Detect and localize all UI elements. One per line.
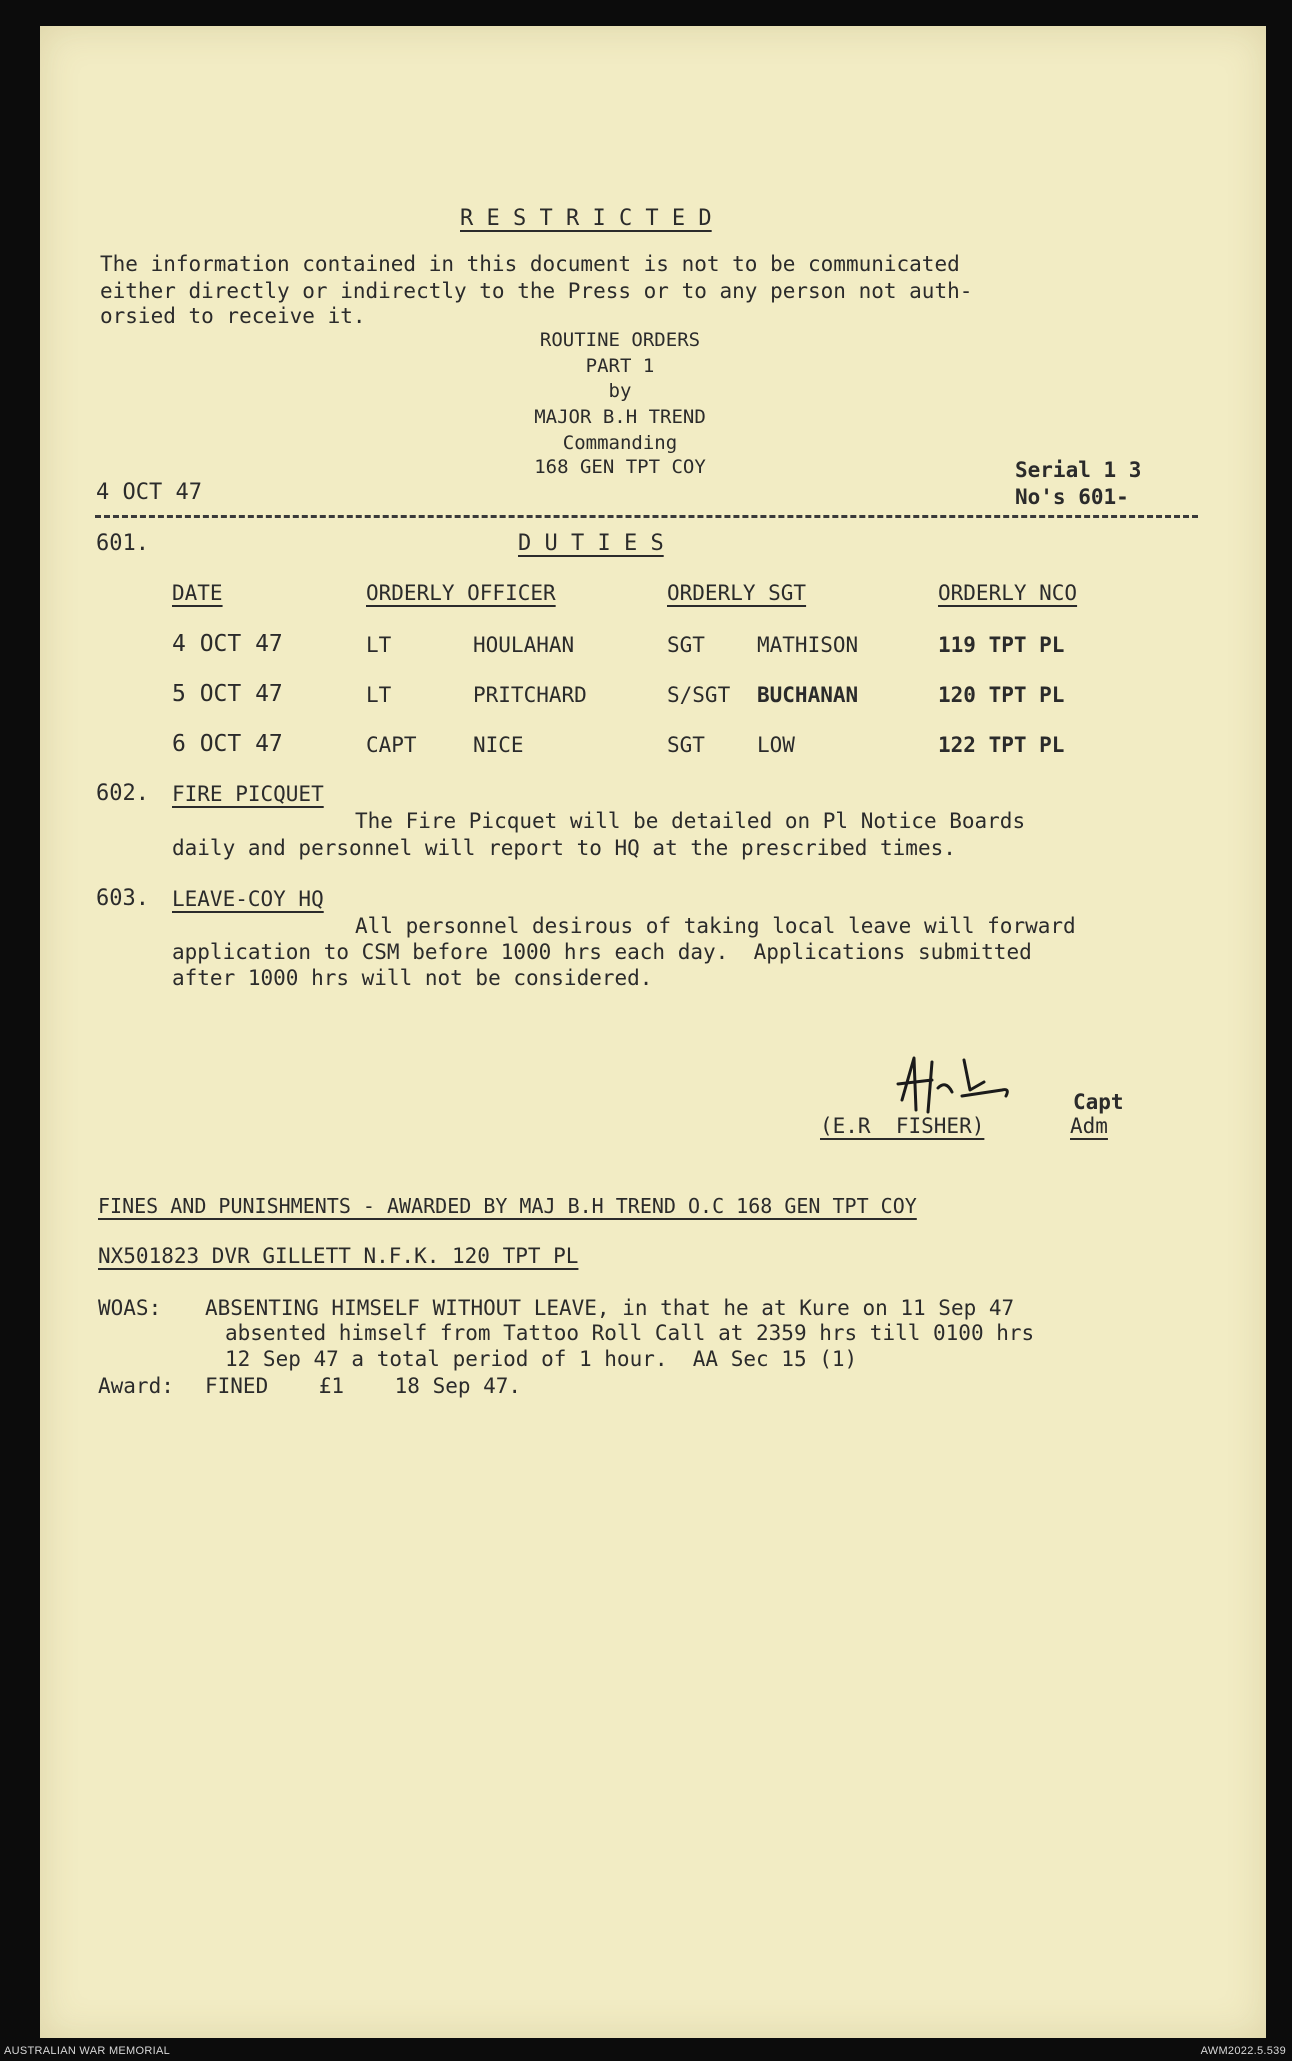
classification-heading: R E S T R I C T E D (460, 206, 712, 231)
title-line: by (608, 380, 632, 402)
duty-sgt-name: BUCHANAN (757, 683, 859, 707)
section-number-602: 602. (96, 781, 149, 806)
duties-heading: D U T I E S (518, 531, 664, 556)
duty-date: 5 OCT 47 (172, 681, 283, 707)
header-divider (95, 515, 1198, 518)
duty-officer-rank: LT (366, 633, 392, 657)
duty-officer-name: HOULAHAN (473, 633, 575, 657)
duty-sgt-name: MATHISON (757, 633, 859, 657)
serial-number: Serial 1 3 (1015, 458, 1142, 482)
notice-line: either directly or indirectly to the Press or to any person not auth- (100, 279, 973, 303)
duty-nco: 120 TPT PL (938, 683, 1065, 707)
fire-picquet-line: The Fire Picquet will be detailed on Pl Notice Boards (355, 809, 1026, 833)
leave-line: All personnel desirous of taking local leave will forward (355, 914, 1076, 938)
award-text: FINED £1 18 Sep 47. (205, 1374, 522, 1398)
signatory-role: Adm (1070, 1114, 1108, 1138)
fire-picquet-heading: FIRE PICQUET (172, 782, 324, 806)
footer-accession-number: AWM2022.5.539 (1200, 2045, 1286, 2057)
punishments-heading: FINES AND PUNISHMENTS - AWARDED BY MAJ B.H TREND O.C 168 GEN TPT COY (98, 1194, 917, 1218)
notice-line: The information contained in this document is not to be communicated (100, 252, 960, 276)
fire-picquet-line: daily and personnel will report to HQ at the prescribed times. (172, 836, 956, 860)
col-header-officer: ORDERLY OFFICER (366, 581, 556, 605)
signatory-name: (E.R FISHER) (820, 1114, 985, 1138)
woas-line: ABSENTING HIMSELF WITHOUT LEAVE, in that he at Kure on 11 Sep 47 (205, 1296, 1015, 1320)
title-line: PART 1 (585, 355, 655, 377)
leave-line: after 1000 hrs will not be considered. (172, 966, 653, 990)
duty-officer-rank: CAPT (366, 733, 417, 757)
order-date: 4 OCT 47 (96, 480, 202, 505)
section-number-603: 603. (96, 886, 149, 911)
title-line: 168 GEN TPT COY (534, 456, 706, 478)
duty-nco: 119 TPT PL (938, 633, 1065, 657)
notice-line: orsied to receive it. (100, 304, 366, 328)
duty-sgt-rank: SGT (667, 633, 705, 657)
leave-heading: LEAVE-COY HQ (172, 887, 324, 911)
woas-line: absented himself from Tattoo Roll Call at 2359 hrs till 0100 hrs (225, 1321, 1035, 1345)
duty-nco: 122 TPT PL (938, 733, 1065, 757)
duty-officer-name: NICE (473, 733, 524, 757)
title-line: ROUTINE ORDERS (539, 329, 701, 351)
duty-officer-rank: LT (366, 683, 392, 707)
title-line: MAJOR B.H TREND (534, 406, 706, 428)
duty-date: 4 OCT 47 (172, 631, 283, 657)
col-header-sgt: ORDERLY SGT (667, 581, 807, 605)
leave-line: application to CSM before 1000 hrs each day. Applications submitted (172, 940, 1032, 964)
order-numbers: No's 601- (1015, 485, 1129, 509)
signatory-rank: Capt (1073, 1090, 1124, 1114)
duty-date: 6 OCT 47 (172, 731, 283, 757)
woas-label: WOAS: (98, 1296, 162, 1320)
col-header-nco: ORDERLY NCO (938, 581, 1078, 605)
award-label: Award: (98, 1374, 174, 1398)
duty-sgt-rank: SGT (667, 733, 705, 757)
footer-institution: AUSTRALIAN WAR MEMORIAL (4, 2045, 171, 2057)
punishment-subject: NX501823 DVR GILLETT N.F.K. 120 TPT PL (98, 1244, 579, 1268)
duty-sgt-rank: S/SGT (667, 683, 731, 707)
title-line: Commanding (562, 432, 678, 454)
col-header-date: DATE (172, 581, 223, 605)
woas-line: 12 Sep 47 a total period of 1 hour. AA Sec 15 (1) (225, 1347, 858, 1371)
section-number-601: 601. (96, 531, 149, 556)
duty-sgt-name: LOW (757, 733, 795, 757)
duty-officer-name: PRITCHARD (473, 683, 587, 707)
